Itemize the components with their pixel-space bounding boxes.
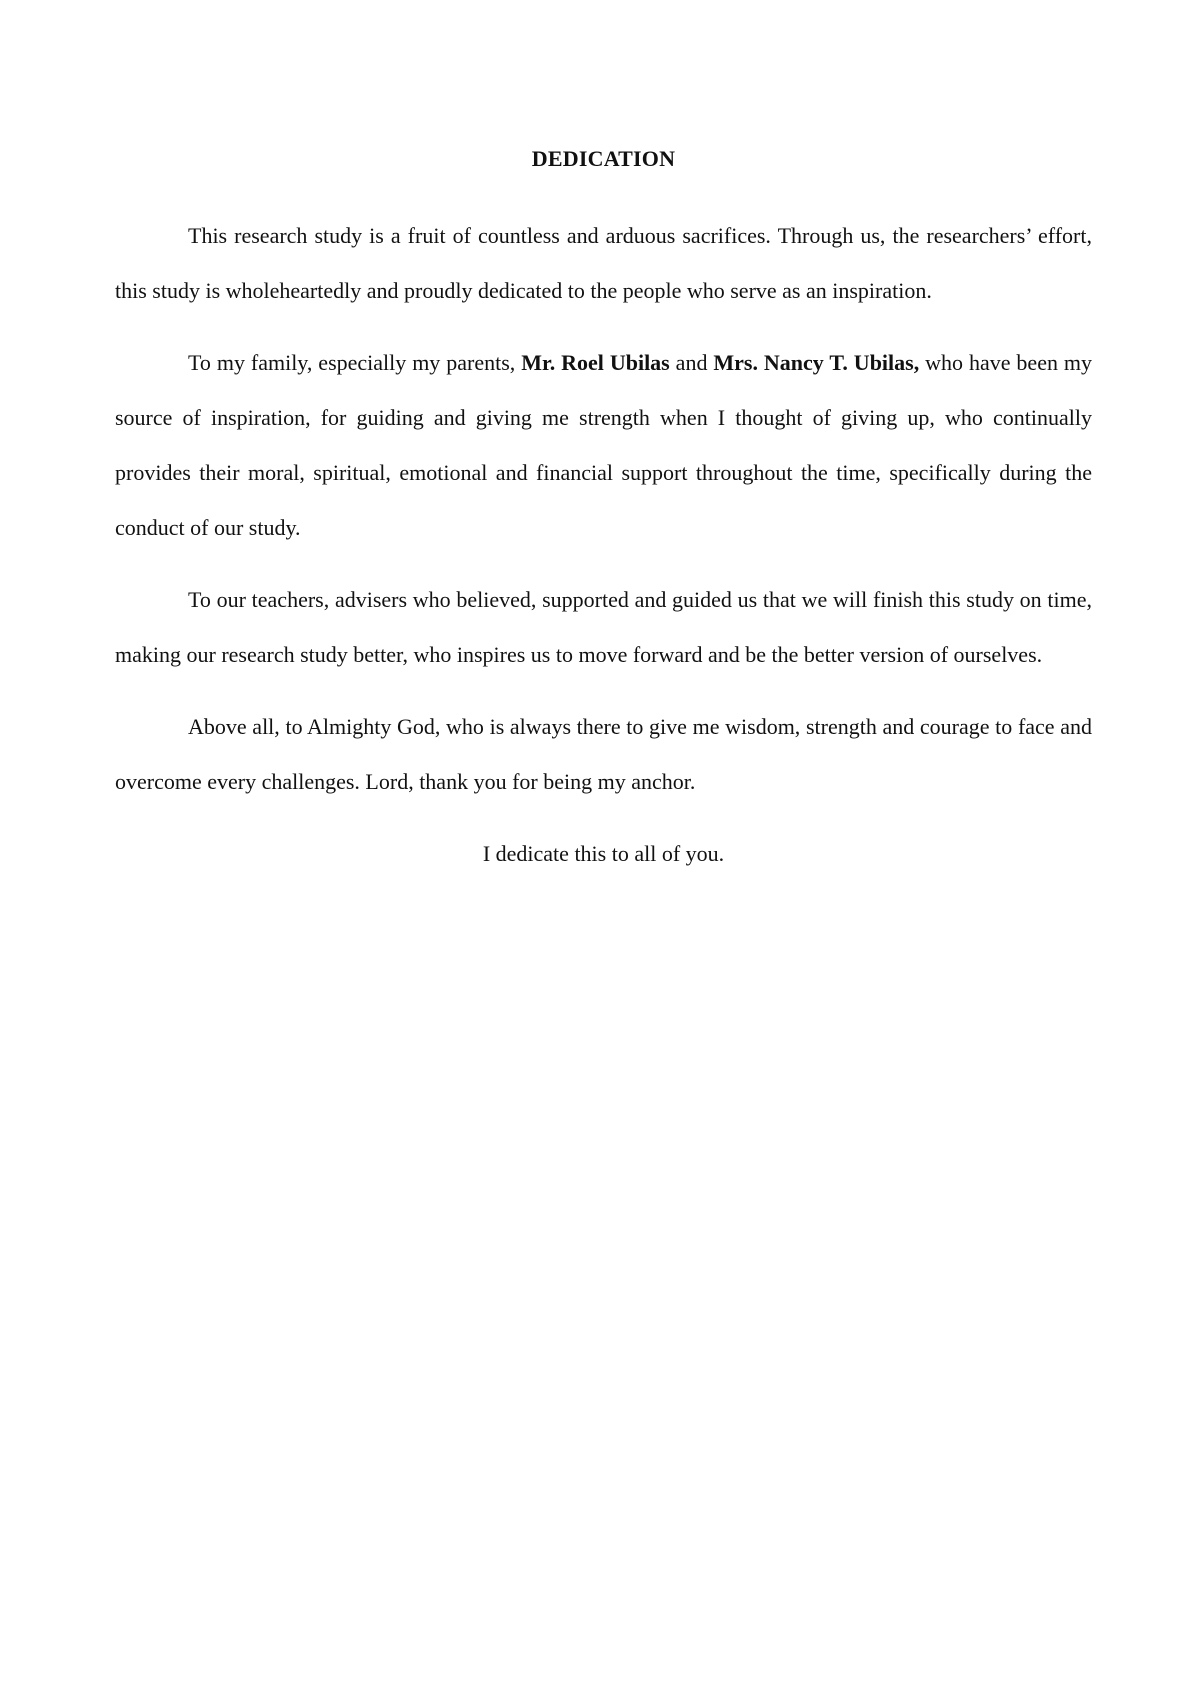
mother-name: Mrs. Nancy T. Ubilas, (713, 350, 920, 375)
closing-line: I dedicate this to all of you. (482, 841, 725, 866)
father-name: Mr. Roel Ubilas (521, 350, 670, 375)
document-body (115, 140, 1092, 898)
page-title: DEDICATION (531, 146, 676, 171)
paragraph-2-intro: To my family, especially my parents, (188, 350, 522, 375)
dedication-paragraph-2 (115, 335, 1092, 555)
paragraph-2-rest: who have been my source of inspiration, for guiding and giving me strength when I thought of giving up, who continually provides their moral, spiritual, emotional and financial support throughout the time, specifically during the conduct of our study. (115, 350, 1093, 540)
dedication-paragraph-1: This research study is a fruit of countless and arduous sacrifices. Through us, the researchers’ effort, this study is wholeheartedly and proudly dedicated to the people who serve as an inspiration. (115, 223, 1092, 303)
dedication-paragraph-3: To our teachers, advisers who believed, supported and guided us that we will finish this study on time, making our research study better, who inspires us to move forward and be the better version of ourselves. (115, 587, 1092, 667)
dedication-paragraph-4: Above all, to Almighty God, who is always there to give me wisdom, strength and courage to face and overcome every challenges. Lord, thank you for being my anchor. (115, 714, 1092, 794)
paragraph-2-conjunction: and (669, 350, 714, 375)
